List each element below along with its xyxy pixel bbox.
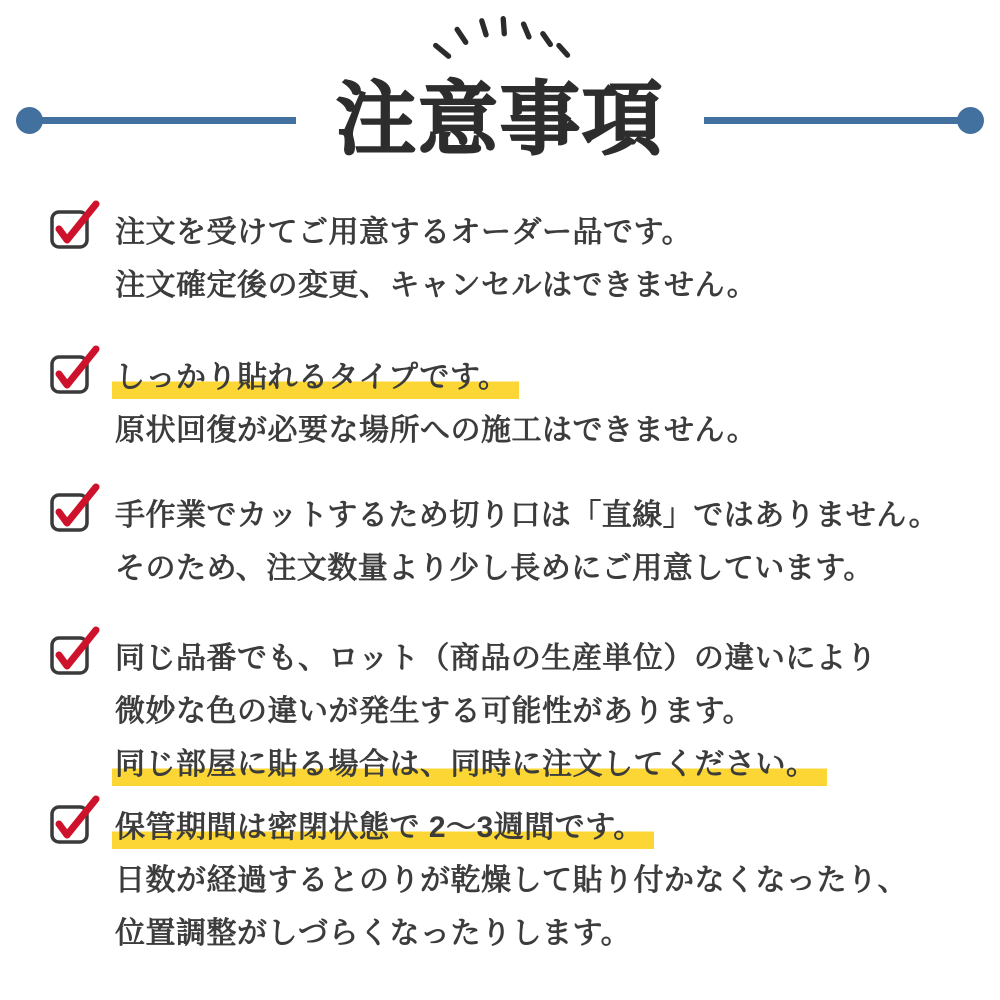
item-text: そのため、注文数量より少し長めにご用意しています。	[115, 551, 874, 585]
title-banner	[0, 76, 1000, 164]
burst-rays-icon	[425, 12, 575, 64]
checkbox-checked-icon	[50, 791, 102, 845]
item-text: 注文を受けてご用意するオーダー品です。	[115, 215, 693, 249]
checklist-item	[50, 489, 980, 595]
divider-dot-right	[957, 107, 984, 134]
item-text: 同じ品番でも、ロット（商品の生産単位）の違いにより	[115, 641, 877, 675]
checklist-item	[50, 351, 980, 457]
divider-line-right	[704, 117, 960, 124]
page-title: 注意事項	[336, 75, 664, 164]
checkbox-checked-icon	[50, 341, 102, 395]
precautions-checklist	[0, 206, 1000, 960]
item-text-highlighted: 保管期間は密閉状態で 2～3週間です。	[112, 807, 654, 849]
item-text: 注文確定後の変更、キャンセルはできません。	[115, 268, 758, 302]
divider-line-left	[40, 117, 296, 124]
checkbox-checked-icon	[50, 479, 102, 533]
item-text-highlighted: 同じ部屋に貼る場合は、同時に注文してください。	[112, 744, 827, 786]
checklist-item	[50, 801, 980, 960]
item-text: 位置調整がしづらくなったりします。	[115, 916, 632, 950]
checklist-item	[50, 632, 980, 791]
item-text: 日数が経過するとのりが乾燥して貼り付かなくなったり、	[115, 863, 908, 897]
divider-dot-left	[16, 107, 43, 134]
item-text: 手作業でカットするため切り口は「直線」ではありません。	[115, 498, 940, 532]
item-text-highlighted: しっかり貼れるタイプです。	[112, 357, 519, 399]
checkbox-checked-icon	[50, 622, 102, 676]
checklist-item	[50, 206, 980, 312]
item-text: 原状回復が必要な場所への施工はできません。	[115, 413, 758, 447]
header-decoration	[0, 0, 1000, 64]
item-text: 微妙な色の違いが発生する可能性があります。	[115, 694, 754, 728]
checkbox-checked-icon	[50, 196, 102, 250]
